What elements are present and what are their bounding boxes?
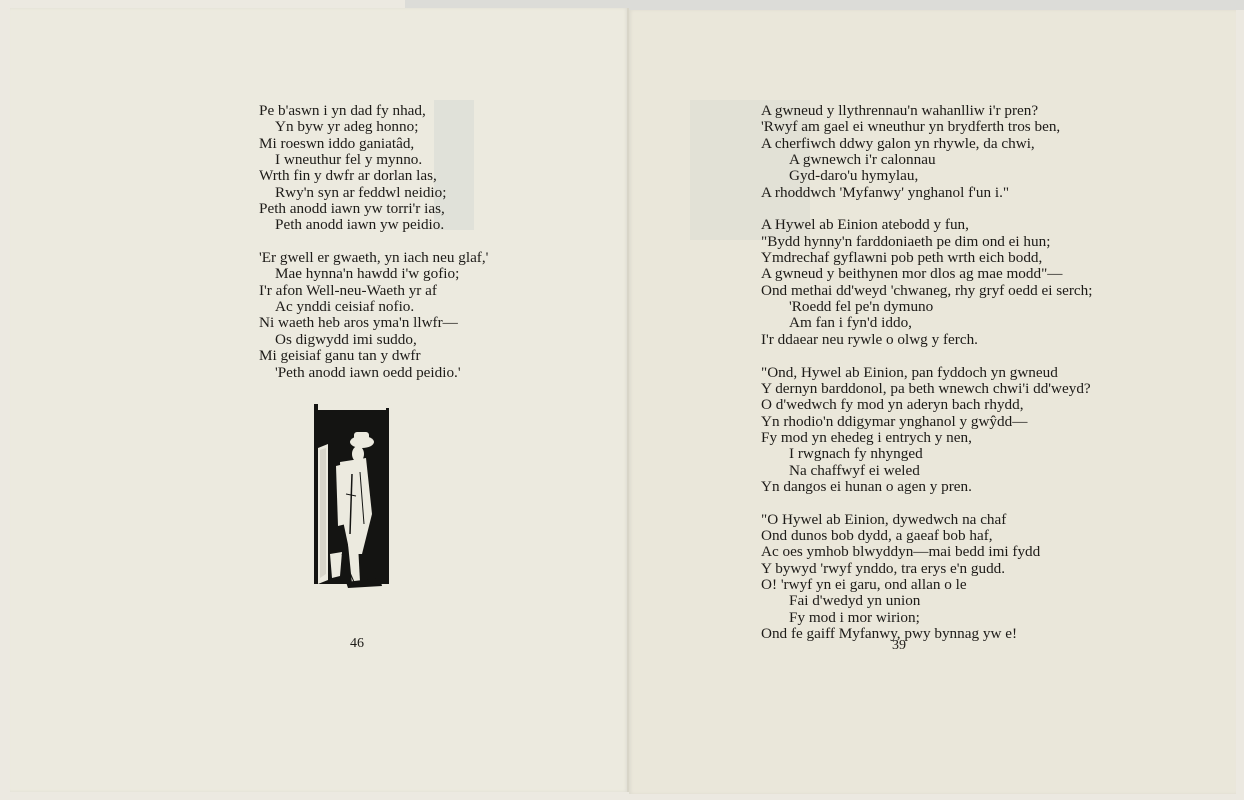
right-poem-text [761,103,1092,659]
poem-line: Ymdrechaf gyflawni pob peth wrth eich bodd, [761,249,1043,267]
poem-line: Ac oes ymhob blwyddyn—mai bedd imi fydd [761,543,1041,561]
woodcut-illustration-man-in-doorway [306,404,402,594]
poem-line: Na chaffwyf ei weled [789,461,920,479]
poem-line: Mi roeswn iddo ganiatâd, [259,134,415,152]
poem-line: 'Rwyf am gael ei wneuthur yn brydferth tros ben, [761,118,1061,136]
poem-line: Y dernyn barddonol, pa beth wnewch chwi'i dd'weyd? [761,379,1091,397]
poem-line: Ac ynddi ceisiaf nofio. [275,298,415,316]
poem-line: 'Er gwell er gwaeth, yn iach neu glaf,' [259,249,489,267]
poem-line: Yn rhodio'n ddigymar ynghanol y gwŷdd— [761,412,1028,430]
page-number: 46 [350,636,364,651]
poem-line: Ond dunos bob dydd, a gaeaf bob haf, [761,526,993,544]
poem-line: Gyd-daro'u hymylau, [789,167,919,185]
poem-stanza [259,250,488,381]
poem-line: Y bywyd 'rwyf ynddo, tra erys e'n gudd. [761,559,1006,577]
poem-line: Ond methai dd'weyd 'chwaneg, rhy gryf oedd ei serch; [761,281,1093,299]
poem-line: I rwgnach fy nhynged [789,445,923,463]
left-poem-text [259,103,488,397]
page-number: 39 [892,638,906,653]
poem-line: Rwy'n syn ar feddwl neidio; [275,183,447,201]
poem-line: Pe b'aswn i yn dad fy nhad, [259,102,426,119]
poem-line: Peth anodd iawn yw torri'r ias, [259,200,445,218]
man-in-doorway-woodcut [306,404,402,590]
poem-line: Os digwydd imi suddo, [275,330,417,348]
poem-line: Wrth fin y dwfr ar dorlan las, [259,167,437,185]
poem-line: A gwnewch i'r calonnau [789,151,936,169]
poem-line: 'Roedd fel pe'n dymuno [789,298,934,316]
poem-line: Mae hynna'n hawdd i'w gofio; [275,265,460,283]
poem-line: Yn byw yr adeg honno; [275,118,419,136]
poem-line: A gwneud y beithynen mor dlos ag mae modd"— [761,265,1063,283]
poem-line: Fai d'wedyd yn union [789,592,921,610]
poem-line: "O Hywel ab Einion, dywedwch na chaf [761,510,1007,528]
poem-stanza [761,103,1092,201]
poem-line: I wneuthur fel y mynno. [275,151,423,169]
poem-stanza [761,512,1092,643]
poem-line: I'r ddaear neu rywle o olwg y ferch. [761,330,978,348]
poem-line: I'r afon Well-neu-Waeth yr af [259,281,437,299]
poem-line: A gwneud y llythrennau'n wahanlliw i'r pren? [761,102,1039,119]
poem-line: Peth anodd iawn yw peidio. [275,216,445,234]
poem-stanza [259,103,488,234]
poem-line: Ni waeth heb aros yma'n llwfr— [259,314,458,332]
poem-line: 'Peth anodd iawn oedd peidio.' [275,363,461,381]
poem-line: Fy mod i mor wirion; [789,608,920,626]
poem-line: Am fan i fyn'd iddo, [789,314,912,332]
poem-line: O! 'rwyf yn ei garu, ond allan o le [761,575,967,593]
poem-line: "Ond, Hywel ab Einion, pan fyddoch yn gwneud [761,363,1058,381]
poem-line: "Bydd hynny'n farddoniaeth pe dim ond ei hun; [761,232,1051,250]
poem-stanza [761,365,1092,496]
poem-line: Fy mod yn ehedeg i entrych y nen, [761,428,972,446]
poem-line: Ond fe gaiff Myfanwy, pwy bynnag yw e! [761,625,1018,642]
poem-stanza [761,217,1092,348]
poem-line: Yn dangos ei hunan o agen y pren. [761,477,972,495]
poem-line: O d'wedwch fy mod yn aderyn bach rhydd, [761,396,1024,414]
book-gutter [627,8,629,792]
poem-line: A rhoddwch 'Myfanwy' ynghanol f'un i." [761,183,1010,201]
poem-line: A cherfiwch ddwy galon yn rhywle, da chwi, [761,134,1035,152]
poem-line: A Hywel ab Einion atebodd y fun, [761,216,969,234]
poem-line: Mi geisiaf ganu tan y dwfr [259,347,421,365]
